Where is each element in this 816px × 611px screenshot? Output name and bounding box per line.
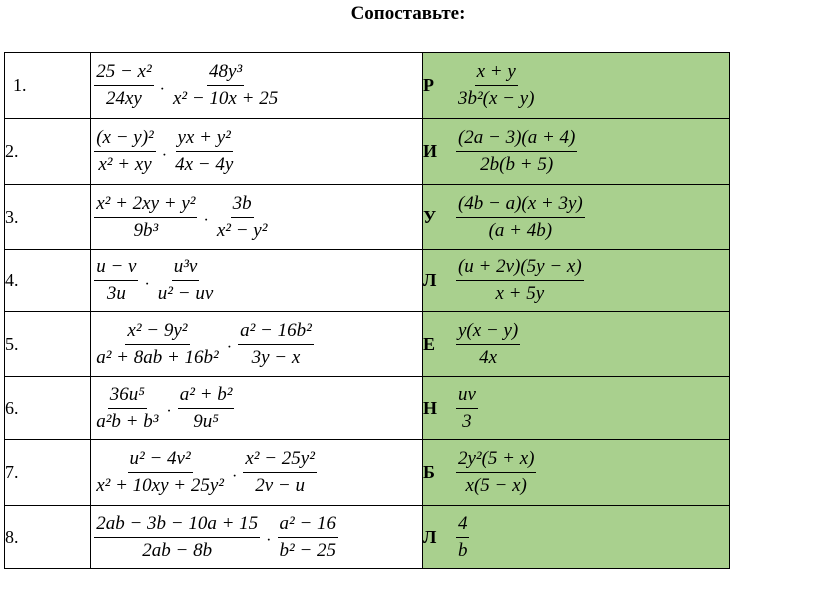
answer-letter: Б xyxy=(422,462,435,482)
fraction xyxy=(170,127,238,176)
table-row xyxy=(5,250,730,312)
expression-cell xyxy=(91,250,423,312)
row-number: 2. xyxy=(5,119,91,185)
table-row xyxy=(5,440,730,506)
denominator: 2ab − 8b xyxy=(142,539,213,561)
numerator: (4b − a)(x + 3y) xyxy=(456,193,585,218)
expression-cell xyxy=(91,440,423,506)
numerator: uv xyxy=(456,384,478,409)
fraction xyxy=(453,193,588,242)
numerator: 4 xyxy=(456,513,470,538)
denominator: x² − 10x + 25 xyxy=(172,88,279,109)
row-number: 3. xyxy=(5,185,91,250)
row-number: 5. xyxy=(5,312,91,377)
fraction xyxy=(91,256,141,305)
numerator: yx + y² xyxy=(176,127,233,152)
answer-cell xyxy=(422,119,729,185)
multiply-dot: · xyxy=(266,532,272,549)
matching-table xyxy=(4,52,730,569)
answer-cell xyxy=(422,312,729,377)
denominator: x² − y² xyxy=(216,219,268,241)
multiply-dot: · xyxy=(159,80,165,98)
denominator: 4x − 4y xyxy=(175,154,234,175)
fraction xyxy=(212,193,273,242)
numerator: (u + 2v)(5y − x) xyxy=(456,256,584,281)
multiply-dot: · xyxy=(203,212,209,229)
denominator: b² − 25 xyxy=(279,539,337,561)
answer-cell xyxy=(422,506,729,569)
page-title: Сопоставьте: xyxy=(350,3,466,24)
denominator: x + 5y xyxy=(495,283,545,304)
numerator: u² − 4v² xyxy=(128,448,193,473)
denominator: 9u⁵ xyxy=(193,410,219,432)
answer-letter: Л xyxy=(422,526,437,547)
expression-cell xyxy=(91,312,423,377)
multiply-dot: · xyxy=(226,339,233,356)
multiply-dot: · xyxy=(161,146,168,164)
denominator: 3u xyxy=(106,283,126,304)
fraction xyxy=(91,61,156,110)
denominator: 9b³ xyxy=(133,219,159,241)
fraction xyxy=(453,513,473,562)
table-row xyxy=(5,53,730,119)
answer-cell xyxy=(422,440,729,506)
expression-cell xyxy=(91,506,423,569)
numerator: a² − 16 xyxy=(278,513,339,538)
expression-cell xyxy=(91,377,423,440)
numerator: 36u⁵ xyxy=(108,384,147,409)
fraction xyxy=(153,256,218,305)
table-row xyxy=(5,185,730,250)
fraction xyxy=(453,256,587,305)
expression-cell xyxy=(91,53,423,119)
multiply-dot: · xyxy=(166,403,172,420)
fraction xyxy=(91,384,163,433)
denominator: 2b(b + 5) xyxy=(480,154,554,175)
denominator: (a + 4b) xyxy=(488,219,553,241)
denominator: 3y − x xyxy=(251,346,301,368)
answer-letter: Е xyxy=(422,333,435,354)
fraction xyxy=(240,448,320,497)
expression-cell xyxy=(91,185,423,250)
denominator: 3b²(x − y) xyxy=(457,88,535,109)
denominator: 2v − u xyxy=(255,475,305,496)
fraction xyxy=(453,320,523,369)
fraction xyxy=(168,61,283,110)
denominator: x² + xy xyxy=(98,154,152,175)
numerator: 2y²(5 + x) xyxy=(456,448,537,473)
expression-cell xyxy=(91,119,423,185)
answer-letter: Н xyxy=(422,397,437,418)
numerator: x² + 2xy + y² xyxy=(94,193,197,218)
denominator: 24xy xyxy=(105,88,142,109)
fraction xyxy=(235,320,317,369)
row-number: 7. xyxy=(5,440,91,506)
fraction xyxy=(275,513,342,562)
table-row xyxy=(5,377,730,440)
denominator: b xyxy=(457,539,468,561)
numerator: (2a − 3)(a + 4) xyxy=(456,127,577,152)
fraction xyxy=(453,61,540,110)
numerator: 25 − x² xyxy=(94,61,153,86)
denominator: a² + 8ab + 16b² xyxy=(96,346,219,368)
denominator: a²b + b³ xyxy=(96,410,159,432)
numerator: 3b xyxy=(231,193,254,218)
numerator: u − v xyxy=(94,256,138,281)
answer-cell xyxy=(422,250,729,312)
denominator: 3 xyxy=(462,410,472,432)
table-row xyxy=(5,312,730,377)
fraction xyxy=(453,127,580,176)
numerator: a² − 16b² xyxy=(238,320,314,345)
numerator: u³v xyxy=(172,256,200,281)
multiply-dot: · xyxy=(144,275,150,293)
numerator: x² − 25y² xyxy=(243,448,317,473)
answer-cell xyxy=(422,377,729,440)
answer-letter: У xyxy=(422,206,437,227)
answer-cell xyxy=(422,185,729,250)
table-row xyxy=(5,119,730,185)
fraction xyxy=(91,193,200,242)
numerator: a² + b² xyxy=(178,384,235,409)
fraction xyxy=(175,384,238,433)
numerator: x² − 9y² xyxy=(125,320,189,345)
numerator: (x − y)² xyxy=(94,127,156,152)
fraction xyxy=(91,448,229,497)
answer-letter: И xyxy=(422,141,437,161)
answer-letter: Р xyxy=(422,75,434,95)
fraction xyxy=(91,320,224,369)
row-number: 8. xyxy=(5,506,91,569)
fraction xyxy=(91,127,159,176)
row-number: 1. xyxy=(5,53,91,119)
denominator: x² + 10xy + 25y² xyxy=(96,475,224,496)
fraction xyxy=(91,513,263,562)
fraction xyxy=(453,448,540,497)
denominator: x(5 − x) xyxy=(465,475,527,496)
denominator: u² − uv xyxy=(157,283,214,304)
answer-letter: Л xyxy=(422,270,437,290)
numerator: 48y³ xyxy=(207,61,244,86)
numerator: 2ab − 3b − 10a + 15 xyxy=(94,513,260,538)
row-number: 4. xyxy=(5,250,91,312)
answer-cell xyxy=(422,53,729,119)
denominator: 4x xyxy=(479,346,498,368)
numerator: y(x − y) xyxy=(456,320,520,345)
multiply-dot: · xyxy=(231,467,238,485)
numerator: x + y xyxy=(475,61,518,86)
table-row xyxy=(5,506,730,569)
row-number: 6. xyxy=(5,377,91,440)
fraction xyxy=(453,384,481,433)
